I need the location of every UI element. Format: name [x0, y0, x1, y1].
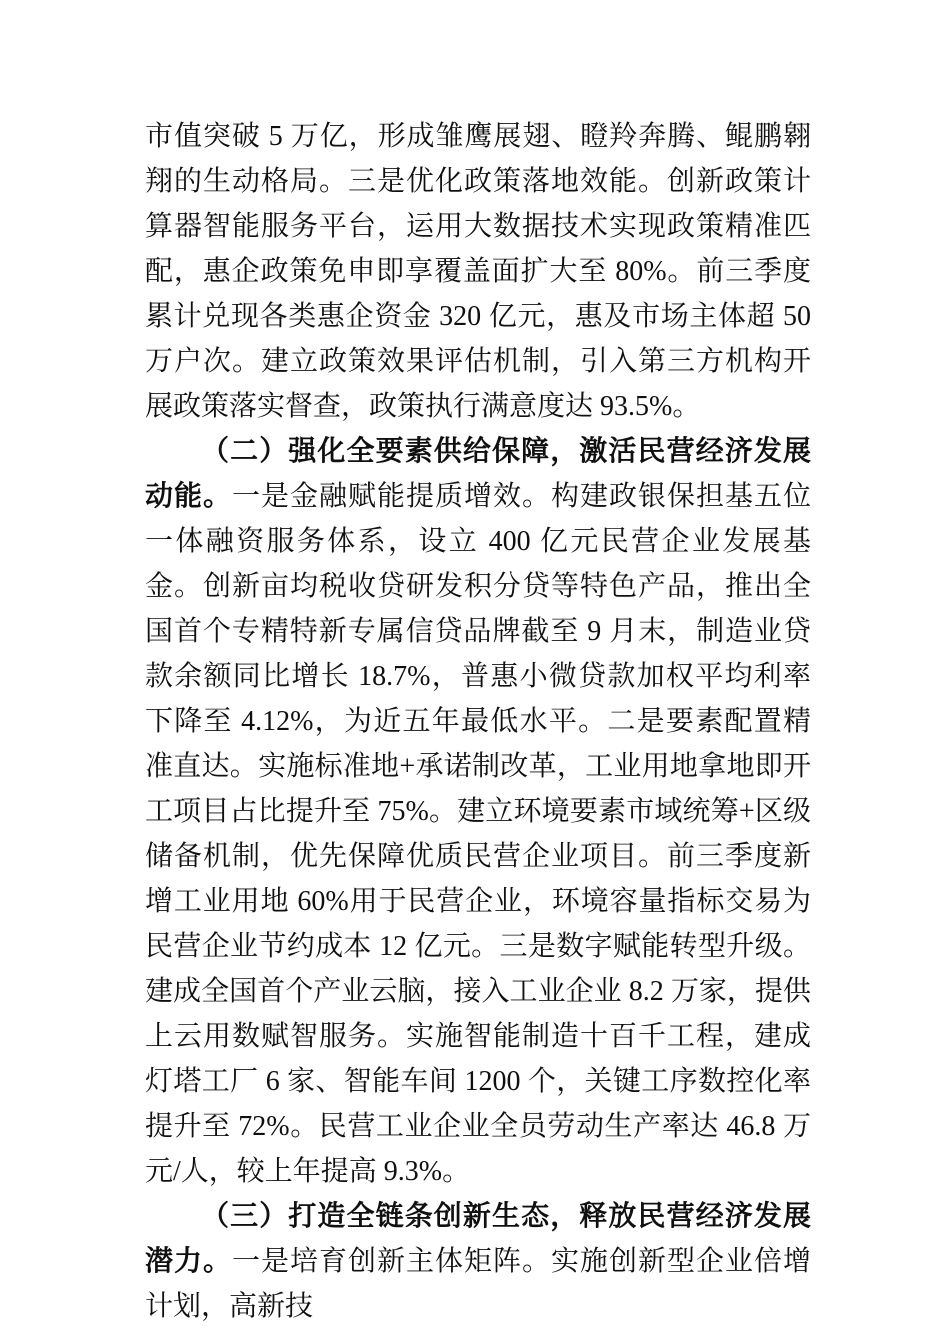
section-heading: （二）强化全要素供给保障，激活民营经济发展动能。: [145, 436, 811, 512]
section-heading: （三）打造全链条创新生态，释放民营经济发展潜力。: [145, 1201, 811, 1277]
paragraph-text: 市值突破 5 万亿，形成雏鹰展翅、瞪羚奔腾、鲲鹏翱翔的生动格局。三是优化政策落地效能。创新政策计算器智能服务平台，运用大数据技术实现政策精准匹配，惠企政策免申即享覆盖面扩大至 80%。前三季度累计兑现各类惠企资金 320 亿元，惠及市场主体超 50 万户次。建立政策效果评估机制，引入第三方机构开展政策落实督查，政策执行满意度达 93.5%。: [145, 121, 811, 422]
paragraph-continuation: [145, 114, 811, 429]
paragraph-section-2: [145, 429, 811, 1194]
paragraph-text: 一是金融赋能提质增效。构建政银保担基五位一体融资服务体系，设立 400 亿元民营企业发展基金。创新亩均税收贷研发积分贷等特色产品，推出全国首个专精特新专属信贷品牌截至 9 月末，制造业贷款余额同比增长 18.7%，普惠小微贷款加权平均利率下降至 4.12%，为近五年最低水平。二是要素配置精准直达。实施标准地+承诺制改革，工业用地拿地即开工项目占比提升至 75%。建立环境要素市域统筹+区级储备机制，优先保障优质民营企业项目。前三季度新增工业用地 60%用于民营企业，环境容量指标交易为民营企业节约成本 12 亿元。三是数字赋能转型升级。建成全国首个产业云脑，接入工业企业 8.2 万家，提供上云用数赋智服务。实施智能制造十百千工程，建成灯塔工厂 6 家、智能车间 1200 个，关键工序数控化率提升至 72%。民营工业企业全员劳动生产率达 46.8 万元/人，较上年提高 9.3%。: [145, 481, 811, 1187]
document-text-block: [145, 114, 811, 1329]
paragraph-text: 一是培育创新主体矩阵。实施创新型企业倍增计划，高新技: [145, 1246, 811, 1322]
paragraph-section-3: [145, 1194, 811, 1329]
